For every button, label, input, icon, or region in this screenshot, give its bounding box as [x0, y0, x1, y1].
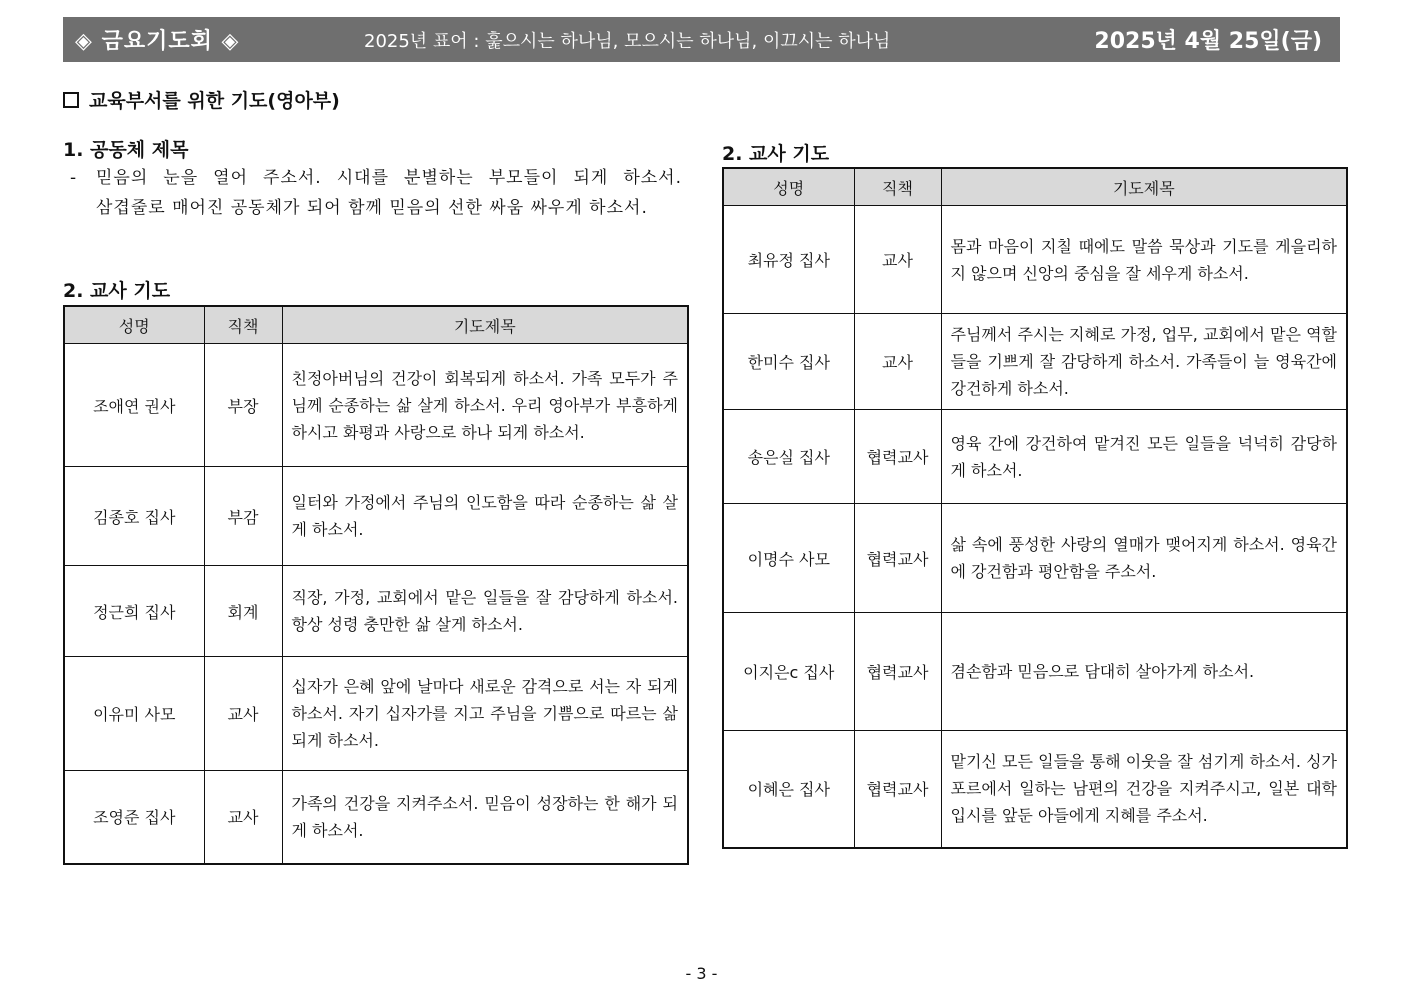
- prayer-cell: 가족의 건강을 지켜주소서. 믿음이 성장하는 한 해가 되게 하소서.: [282, 771, 688, 864]
- role-cell: 회계: [204, 566, 282, 657]
- prayer-cell: 삶 속에 풍성한 사랑의 열매가 맺어지게 하소서. 영육간에 강건함과 평안함을 주소서.: [941, 504, 1347, 613]
- community-text: 믿음의 눈을 열어 주소서. 시대를 분별하는 부모들이 되게 하소서. 삼겹줄로 매어진 공동체가 되어 함께 믿음의 선한 싸움 싸우게 하소서.: [96, 168, 682, 218]
- column-header-role: 직책: [854, 168, 941, 206]
- prayer-cell: 십자가 은혜 앞에 날마다 새로운 감격으로 서는 자 되게 하소서. 자기 십자가를 지고 주님을 기쁨으로 따르는 삶 되게 하소서.: [282, 657, 688, 771]
- table-row: [723, 504, 1347, 613]
- prayer-cell: 맡기신 모든 일들을 통해 이웃을 잘 섬기게 하소서. 싱가포르에서 일하는 남편의 건강을 지켜주시고, 일본 대학 입시를 앞둔 아들에게 지혜를 주소서.: [941, 731, 1347, 848]
- prayer-cell: 일터와 가정에서 주님의 인도함을 따라 순종하는 삶 살게 하소서.: [282, 467, 688, 566]
- prayer-cell: 주님께서 주시는 지혜로 가정, 업무, 교회에서 맡은 역할들을 기쁘게 잘 감당하게 하소서. 가족들이 늘 영육간에 강건하게 하소서.: [941, 314, 1347, 410]
- column-header-name: 성명: [64, 306, 204, 344]
- name-cell: 조애연 권사: [64, 344, 204, 467]
- name-cell: 이지은c 집사: [723, 613, 854, 731]
- column-header-prayer: 기도제목: [941, 168, 1347, 206]
- role-cell: 교사: [204, 657, 282, 771]
- prayer-table-right: [722, 167, 1348, 849]
- table-row: [64, 344, 688, 467]
- page-number: - 3 -: [685, 964, 718, 983]
- teacher-heading-right: 2. 교사 기도: [722, 143, 830, 165]
- prayer-cell: 몸과 마음이 지칠 때에도 말씀 묵상과 기도를 게을리하지 않으며 신앙의 중심을 잘 세우게 하소서.: [941, 206, 1347, 314]
- role-cell: 부장: [204, 344, 282, 467]
- teacher-heading-left: 2. 교사 기도: [63, 280, 171, 302]
- role-cell: 협력교사: [854, 410, 941, 504]
- table-row: [723, 314, 1347, 410]
- name-cell: 한미수 집사: [723, 314, 854, 410]
- table-row: [64, 467, 688, 566]
- dash-bullet: -: [70, 168, 77, 188]
- prayer-table-left: [63, 305, 689, 865]
- section-title-text: 교육부서를 위한 기도(영아부): [89, 90, 340, 112]
- table-row: [64, 771, 688, 864]
- table-header-row: [723, 168, 1347, 206]
- page-title: ◈ 금요기도회 ◈: [75, 29, 240, 54]
- table-row: [723, 731, 1347, 848]
- community-paragraph: [70, 163, 682, 223]
- column-header-prayer: 기도제목: [282, 306, 688, 344]
- role-cell: 교사: [854, 206, 941, 314]
- checkbox-square-icon: [63, 92, 79, 108]
- name-cell: 이혜은 집사: [723, 731, 854, 848]
- table-row: [723, 410, 1347, 504]
- role-cell: 협력교사: [854, 504, 941, 613]
- name-cell: 조영준 집사: [64, 771, 204, 864]
- prayer-cell: 친정아버님의 건강이 회복되게 하소서. 가족 모두가 주님께 순종하는 삶 살게 하소서. 우리 영아부가 부흥하게 하시고 화평과 사랑으로 하나 되게 하소서.: [282, 344, 688, 467]
- name-cell: 이명수 사모: [723, 504, 854, 613]
- column-header-name: 성명: [723, 168, 854, 206]
- role-cell: 협력교사: [854, 613, 941, 731]
- name-cell: 김종호 집사: [64, 467, 204, 566]
- name-cell: 정근희 집사: [64, 566, 204, 657]
- name-cell: 이유미 사모: [64, 657, 204, 771]
- table-row: [64, 566, 688, 657]
- name-cell: 송은실 집사: [723, 410, 854, 504]
- role-cell: 교사: [204, 771, 282, 864]
- name-cell: 최유정 집사: [723, 206, 854, 314]
- prayer-cell: 겸손함과 믿음으로 담대히 살아가게 하소서.: [941, 613, 1347, 731]
- community-heading: 1. 공동체 제목: [63, 139, 189, 161]
- role-cell: 교사: [854, 314, 941, 410]
- prayer-cell: 직장, 가정, 교회에서 맡은 일들을 잘 감당하게 하소서. 항상 성령 충만한 삶 살게 하소서.: [282, 566, 688, 657]
- table-row: [723, 206, 1347, 314]
- table-header-row: [64, 306, 688, 344]
- prayer-cell: 영육 간에 강건하여 맡겨진 모든 일들을 넉넉히 감당하게 하소서.: [941, 410, 1347, 504]
- year-motto: 2025년 표어 : 훑으시는 하나님, 모으시는 하나님, 이끄시는 하나님: [364, 30, 891, 52]
- column-header-role: 직책: [204, 306, 282, 344]
- table-row: [723, 613, 1347, 731]
- role-cell: 협력교사: [854, 731, 941, 848]
- table-row: [64, 657, 688, 771]
- service-date: 2025년 4월 25일(금): [1094, 29, 1322, 54]
- section-title: [63, 86, 340, 113]
- role-cell: 부감: [204, 467, 282, 566]
- header-bar: [63, 17, 1340, 62]
